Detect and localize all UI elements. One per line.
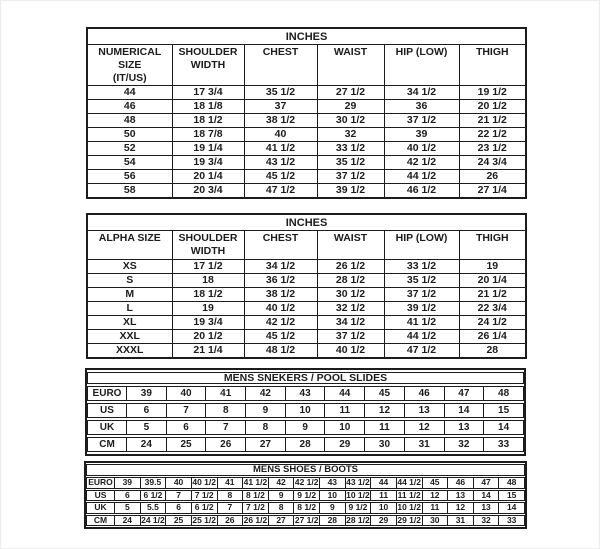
measurement-cell: 20 1/2 — [172, 330, 244, 344]
size-value-cell: 24 — [127, 437, 167, 452]
size-value-cell: 5 — [115, 502, 141, 514]
row-label: CM — [86, 515, 115, 527]
measurement-cell: 39 1/2 — [384, 302, 459, 316]
measurement-cell: 30 1/2 — [317, 114, 384, 128]
table-row — [87, 86, 526, 100]
size-value-cell: 33 — [499, 515, 525, 527]
size-value-cell: 41 — [218, 477, 244, 489]
measurement-cell: 21 1/2 — [459, 114, 526, 128]
size-value-cell: 33 — [484, 437, 524, 452]
size-value-cell: 28 — [320, 515, 346, 527]
column-header-line: ALPHA SIZE — [98, 232, 161, 244]
size-value-cell: 40 1/2 — [192, 477, 216, 487]
column-header — [459, 45, 526, 86]
size-value-cell: 6 — [115, 490, 141, 502]
measurement-cell: 36 1/2 — [244, 274, 317, 288]
size-value-cell: 27 — [246, 437, 286, 452]
size-value-cell: 39 — [127, 386, 167, 401]
measurement-cell: 17 1/2 — [172, 260, 244, 274]
table-row — [87, 184, 526, 199]
measurement-cell: 30 1/2 — [317, 288, 384, 302]
column-header-line: THIGH — [475, 46, 509, 58]
size-value-cell: 6 1/2 — [141, 490, 167, 502]
size-value-cell: 12 — [405, 420, 445, 435]
size-cell: XL — [87, 316, 172, 330]
size-cell: M — [87, 288, 172, 302]
size-value-cell: 39 — [115, 477, 141, 489]
measurement-cell: 18 1/2 — [172, 114, 244, 128]
measurement-cell: 21 1/2 — [459, 288, 526, 302]
sneakers-pool-slides-table — [85, 368, 526, 456]
size-value-cell: 10 — [286, 403, 326, 418]
table-row — [87, 403, 524, 418]
measurement-cell: 37 1/2 — [384, 114, 459, 128]
size-value-cell: 13 — [448, 490, 474, 502]
table-row — [87, 344, 526, 359]
measurement-cell: 37 1/2 — [317, 330, 384, 344]
column-header — [87, 45, 172, 86]
measurement-cell: 18 — [172, 274, 244, 288]
size-value-cell: 8 1/2 — [294, 502, 320, 514]
measurement-cell: 39 — [384, 128, 459, 142]
measurement-cell: 44 1/2 — [384, 170, 459, 184]
table-row — [87, 316, 526, 330]
table-row — [87, 386, 524, 401]
column-header — [172, 45, 244, 86]
column-header — [384, 231, 459, 260]
measurement-cell: 20 1/4 — [172, 170, 244, 184]
measurement-cell: 18 1/2 — [172, 288, 244, 302]
size-value-cell: 27 1/2 — [294, 514, 319, 525]
column-header-line: WAIST — [333, 46, 368, 58]
row-label: US — [87, 403, 127, 418]
measurement-cell: 33 1/2 — [317, 142, 384, 156]
measurement-cell: 34 1/2 — [384, 86, 459, 100]
size-value-cell: 24 — [115, 515, 141, 527]
column-header — [172, 231, 244, 260]
measurement-cell: 19 1/2 — [459, 86, 526, 100]
size-value-cell: 10 — [371, 502, 397, 514]
measurement-cell: 18 7/8 — [172, 128, 244, 142]
row-label: US — [86, 490, 115, 502]
table-row — [87, 330, 526, 344]
size-value-cell: 44 — [371, 477, 397, 489]
size-value-cell: 11 — [365, 420, 405, 435]
column-header-line: SHOULDER — [178, 46, 238, 58]
measurement-cell: 32 1/2 — [317, 302, 384, 316]
size-value-cell: 15 — [499, 490, 525, 502]
size-value-cell: 40 — [167, 386, 207, 401]
table-row — [87, 260, 526, 274]
size-value-cell: 6 — [166, 502, 192, 514]
size-value-cell: 28 1/2 — [346, 514, 370, 525]
column-header — [384, 45, 459, 86]
numerical-size-table — [86, 27, 527, 199]
column-header-line: HIP (LOW) — [395, 46, 448, 58]
size-value-cell: 12 — [365, 403, 405, 418]
measurement-cell: 26 1/4 — [459, 330, 526, 344]
size-cell: 48 — [87, 114, 172, 128]
measurement-cell: 47 1/2 — [244, 184, 317, 199]
table-row — [87, 288, 526, 302]
measurement-cell: 18 1/8 — [172, 100, 244, 114]
size-value-cell: 47 — [445, 386, 485, 401]
row-label: UK — [86, 502, 115, 514]
measurement-cell: 19 3/4 — [172, 156, 244, 170]
column-header — [87, 231, 172, 260]
size-cell: XXL — [87, 330, 172, 344]
measurement-cell: 26 — [459, 170, 526, 184]
size-value-cell: 47 — [474, 477, 500, 489]
size-value-cell: 9 — [320, 502, 346, 514]
size-value-cell: 14 — [474, 490, 500, 502]
column-header-line: WIDTH — [190, 59, 226, 71]
size-value-cell: 13 — [445, 420, 485, 435]
measurement-cell: 35 1/2 — [317, 156, 384, 170]
size-value-cell: 7 1/2 — [243, 502, 269, 514]
measurement-cell: 40 — [244, 128, 317, 142]
size-cell: 58 — [87, 184, 172, 199]
measurement-cell: 40 1/2 — [384, 142, 459, 156]
size-value-cell: 26 1/2 — [243, 514, 268, 525]
table-row — [87, 128, 526, 142]
size-value-cell: 13 — [405, 403, 445, 418]
size-value-cell: 32 — [445, 437, 485, 452]
measurement-cell: 41 1/2 — [384, 316, 459, 330]
size-value-cell: 8 1/2 — [243, 490, 269, 502]
measurement-cell: 24 3/4 — [459, 156, 526, 170]
measurement-cell: 40 1/2 — [317, 344, 384, 359]
table-row — [87, 274, 526, 288]
size-value-cell: 5 — [127, 420, 167, 435]
size-value-cell: 12 — [448, 502, 474, 514]
size-value-cell: 48 — [484, 386, 524, 401]
table-row — [87, 302, 526, 316]
measurement-cell: 34 1/2 — [317, 316, 384, 330]
size-value-cell: 31 — [405, 437, 445, 452]
row-label: UK — [87, 420, 127, 435]
measurement-cell: 28 — [459, 344, 526, 359]
size-value-cell: 43 — [286, 386, 326, 401]
size-value-cell: 42 1/2 — [294, 477, 319, 487]
size-value-cell: 15 — [484, 403, 524, 418]
size-value-cell: 46 — [448, 477, 474, 489]
column-header-line: CHEST — [262, 46, 299, 58]
table-title: INCHES — [87, 214, 526, 231]
size-value-cell: 43 — [320, 477, 346, 489]
size-value-cell: 9 — [246, 403, 286, 418]
column-header-line: CHEST — [262, 232, 299, 244]
size-chart-content — [86, 27, 536, 529]
size-cell: 50 — [87, 128, 172, 142]
size-value-cell: 28 — [286, 437, 326, 452]
measurement-cell: 19 — [459, 260, 526, 274]
row-label: CM — [87, 437, 127, 452]
size-value-cell: 14 — [499, 502, 525, 514]
measurement-cell: 42 1/2 — [244, 316, 317, 330]
column-header — [244, 231, 317, 260]
measurement-cell: 17 3/4 — [172, 86, 244, 100]
measurement-cell: 43 1/2 — [244, 156, 317, 170]
size-value-cell: 8 — [218, 490, 244, 502]
measurement-cell: 27 1/2 — [317, 86, 384, 100]
measurement-cell: 38 1/2 — [244, 288, 317, 302]
size-value-cell: 10 1/2 — [397, 502, 421, 512]
shoes-boots-table — [84, 461, 527, 529]
size-cell: L — [87, 302, 172, 316]
table-title: INCHES — [87, 28, 526, 45]
measurement-cell: 48 1/2 — [244, 344, 317, 359]
column-header-line: NUMERICAL SIZE — [98, 46, 162, 71]
size-cell: XXXL — [87, 344, 172, 359]
size-value-cell: 14 — [445, 403, 485, 418]
size-value-cell: 7 — [166, 490, 192, 502]
column-header-line: SHOULDER — [178, 232, 238, 244]
size-value-cell: 7 — [218, 502, 244, 514]
measurement-cell: 37 1/2 — [317, 170, 384, 184]
size-value-cell: 42 — [269, 477, 295, 489]
size-value-cell: 26 — [206, 437, 246, 452]
size-value-cell: 6 1/2 — [192, 502, 218, 514]
measurement-cell: 41 1/2 — [244, 142, 317, 156]
size-value-cell: 11 — [423, 502, 449, 514]
size-value-cell: 9 1/2 — [294, 490, 320, 502]
size-value-cell: 32 — [474, 515, 500, 527]
measurement-cell: 20 3/4 — [172, 184, 244, 199]
size-value-cell: 31 — [448, 515, 474, 527]
size-value-cell: 5.5 — [141, 502, 167, 514]
column-header — [317, 231, 384, 260]
size-value-cell: 41 — [206, 386, 246, 401]
table-row — [87, 170, 526, 184]
size-cell: 52 — [87, 142, 172, 156]
size-value-cell: 7 — [206, 420, 246, 435]
size-value-cell: 29 — [325, 437, 365, 452]
table-title: MENS SNEKERS / POOL SLIDES — [87, 372, 524, 384]
size-cell: 54 — [87, 156, 172, 170]
size-value-cell: 45 — [365, 386, 405, 401]
column-header-line: WAIST — [333, 232, 368, 244]
size-value-cell: 46 — [405, 386, 445, 401]
measurement-cell: 47 1/2 — [384, 344, 459, 359]
measurement-cell: 19 1/4 — [172, 142, 244, 156]
measurement-cell: 21 1/4 — [172, 344, 244, 359]
size-value-cell: 30 — [365, 437, 405, 452]
size-value-cell: 11 — [371, 490, 397, 502]
size-value-cell: 25 — [166, 515, 192, 527]
size-cell: 56 — [87, 170, 172, 184]
size-value-cell: 10 1/2 — [346, 489, 370, 500]
table-row — [87, 142, 526, 156]
size-value-cell: 45 — [423, 477, 449, 489]
column-header-line: HIP (LOW) — [395, 232, 448, 244]
size-value-cell: 11 1/2 — [397, 489, 421, 500]
size-value-cell: 10 — [325, 420, 365, 435]
measurement-cell: 26 1/2 — [317, 260, 384, 274]
size-value-cell: 9 — [286, 420, 326, 435]
measurement-cell: 38 1/2 — [244, 114, 317, 128]
size-value-cell: 41 1/2 — [243, 477, 268, 487]
size-value-cell: 44 1/2 — [397, 477, 421, 487]
column-header — [317, 45, 384, 86]
measurement-cell: 45 1/2 — [244, 170, 317, 184]
measurement-cell: 29 — [317, 100, 384, 114]
size-value-cell: 12 — [423, 490, 449, 502]
size-value-cell: 14 — [484, 420, 524, 435]
size-value-cell: 24 1/2 — [141, 514, 165, 525]
size-value-cell: 10 — [320, 490, 346, 502]
alpha-size-table — [86, 213, 527, 359]
size-value-cell: 7 1/2 — [192, 490, 218, 502]
column-header — [244, 45, 317, 86]
table-row — [86, 490, 525, 502]
measurement-cell: 39 1/2 — [317, 184, 384, 199]
measurement-cell: 32 — [317, 128, 384, 142]
size-value-cell: 30 — [423, 515, 449, 527]
row-label: EURO — [86, 477, 115, 489]
measurement-cell: 20 1/2 — [459, 100, 526, 114]
size-value-cell: 26 — [218, 515, 244, 527]
table-title: MENS SHOES / BOOTS — [86, 464, 525, 476]
size-value-cell: 8 — [269, 502, 295, 514]
size-cell: 46 — [87, 100, 172, 114]
measurement-cell: 46 1/2 — [384, 184, 459, 199]
size-value-cell: 7 — [167, 403, 207, 418]
measurement-cell: 19 — [172, 302, 244, 316]
table-row — [87, 156, 526, 170]
measurement-cell: 35 1/2 — [244, 86, 317, 100]
size-value-cell: 43 1/2 — [346, 477, 370, 487]
size-cell: XS — [87, 260, 172, 274]
size-value-cell: 42 — [246, 386, 286, 401]
size-value-cell: 11 — [325, 403, 365, 418]
size-value-cell: 29 — [371, 515, 397, 527]
measurement-cell: 44 1/2 — [384, 330, 459, 344]
measurement-cell: 22 1/2 — [459, 128, 526, 142]
size-cell: 44 — [87, 86, 172, 100]
measurement-cell: 37 1/2 — [384, 288, 459, 302]
measurement-cell: 22 3/4 — [459, 302, 526, 316]
measurement-cell: 23 1/2 — [459, 142, 526, 156]
measurement-cell: 36 — [384, 100, 459, 114]
measurement-cell: 37 — [244, 100, 317, 114]
table-row — [87, 100, 526, 114]
size-value-cell: 8 — [206, 403, 246, 418]
measurement-cell: 20 1/4 — [459, 274, 526, 288]
row-label: EURO — [87, 386, 127, 401]
size-value-cell: 6 — [167, 420, 207, 435]
measurement-cell: 24 1/2 — [459, 316, 526, 330]
measurement-cell: 35 1/2 — [384, 274, 459, 288]
size-value-cell: 44 — [325, 386, 365, 401]
table-row — [87, 437, 524, 452]
size-value-cell: 6 — [127, 403, 167, 418]
column-header-line: WIDTH — [190, 245, 226, 257]
measurement-cell: 34 1/2 — [244, 260, 317, 274]
measurement-cell: 42 1/2 — [384, 156, 459, 170]
column-header-line: THIGH — [475, 232, 509, 244]
size-value-cell: 39.5 — [141, 477, 167, 489]
size-value-cell: 9 — [269, 490, 295, 502]
measurement-cell: 33 1/2 — [384, 260, 459, 274]
size-value-cell: 27 — [269, 515, 295, 527]
size-value-cell: 48 — [499, 477, 525, 489]
measurement-cell: 27 1/4 — [459, 184, 526, 199]
size-cell: S — [87, 274, 172, 288]
table-row — [86, 477, 525, 489]
size-value-cell: 13 — [474, 502, 500, 514]
measurement-cell: 28 1/2 — [317, 274, 384, 288]
size-value-cell: 8 — [246, 420, 286, 435]
table-row — [87, 114, 526, 128]
size-value-cell: 9 1/2 — [346, 502, 372, 514]
table-row — [87, 420, 524, 435]
size-value-cell: 25 — [167, 437, 207, 452]
column-header-line: (IT/US) — [112, 72, 147, 84]
size-value-cell: 29 1/2 — [397, 514, 421, 525]
measurement-cell: 40 1/2 — [244, 302, 317, 316]
table-row — [86, 515, 525, 527]
measurement-cell: 45 1/2 — [244, 330, 317, 344]
measurement-cell: 19 3/4 — [172, 316, 244, 330]
column-header — [459, 231, 526, 260]
table-row — [86, 502, 525, 514]
size-value-cell: 25 1/2 — [192, 514, 216, 525]
size-value-cell: 40 — [166, 477, 192, 489]
